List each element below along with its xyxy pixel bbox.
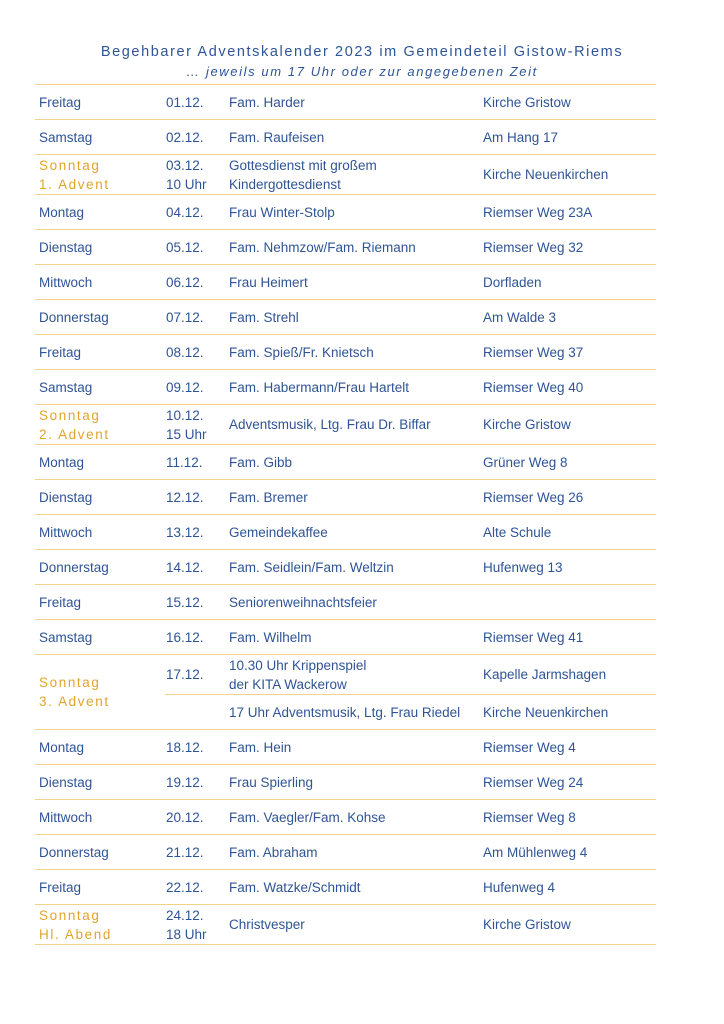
page-title: Begehbarer Adventskalender 2023 im Gemeindeteil Gistow-Riems xyxy=(100,44,624,60)
table-row xyxy=(35,230,656,265)
place-cell: Am Hang 17 xyxy=(483,120,656,155)
day-cell: Dienstag xyxy=(35,765,165,800)
day-cell: Samstag xyxy=(35,120,165,155)
place-cell: Riemser Weg 37 xyxy=(483,335,656,370)
table-row xyxy=(35,265,656,300)
date-cell-empty xyxy=(165,695,229,730)
date-label: 24.12. xyxy=(166,907,204,923)
day-cell: Freitag xyxy=(35,870,165,905)
time-label: 18 Uhr xyxy=(166,926,207,942)
date-cell: 21.12. xyxy=(165,835,229,870)
day-cell: Freitag xyxy=(35,585,165,620)
day-cell xyxy=(35,405,165,445)
event-cell: Fam. Wilhelm xyxy=(229,620,483,655)
date-cell: 16.12. xyxy=(165,620,229,655)
event-cell xyxy=(229,155,483,195)
table-row xyxy=(35,335,656,370)
event-cell xyxy=(229,655,483,695)
day-cell: Freitag xyxy=(35,335,165,370)
place-cell: Kapelle Jarmshagen xyxy=(483,655,656,695)
place-cell: Hufenweg 4 xyxy=(483,870,656,905)
table-row xyxy=(35,800,656,835)
table-row xyxy=(35,195,656,230)
day-cell: Dienstag xyxy=(35,230,165,265)
date-cell xyxy=(165,905,229,945)
table-row-sunday xyxy=(35,655,656,695)
table-row xyxy=(35,550,656,585)
table-row xyxy=(35,870,656,905)
date-cell: 18.12. xyxy=(165,730,229,765)
date-cell: 06.12. xyxy=(165,265,229,300)
date-cell: 09.12. xyxy=(165,370,229,405)
sunday-label: Sonntag xyxy=(39,907,101,923)
sunday-label: Sonntag xyxy=(39,675,101,690)
holy-evening-label: Hl. Abend xyxy=(39,926,112,942)
day-cell: Montag xyxy=(35,445,165,480)
table-row-sunday xyxy=(35,155,656,195)
event-cell: Fam. Bremer xyxy=(229,480,483,515)
day-cell xyxy=(35,905,165,945)
table-row xyxy=(35,85,656,120)
sunday-label: Sonntag xyxy=(39,407,101,423)
table-row xyxy=(35,835,656,870)
event-line: Gottesdienst mit großem xyxy=(229,157,377,173)
date-cell: 11.12. xyxy=(165,445,229,480)
day-cell: Dienstag xyxy=(35,480,165,515)
table-row xyxy=(35,765,656,800)
event-cell: Frau Winter-Stolp xyxy=(229,195,483,230)
event-cell: Fam. Nehmzow/Fam. Riemann xyxy=(229,230,483,265)
date-cell xyxy=(165,405,229,445)
day-cell: Montag xyxy=(35,195,165,230)
event-cell: Fam. Raufeisen xyxy=(229,120,483,155)
advent-label: 3. Advent xyxy=(39,694,110,709)
event-cell: Christvesper xyxy=(229,905,483,945)
date-cell: 02.12. xyxy=(165,120,229,155)
place-cell: Am Walde 3 xyxy=(483,300,656,335)
event-cell: Fam. Watzke/Schmidt xyxy=(229,870,483,905)
table-row xyxy=(35,585,656,620)
date-cell xyxy=(165,155,229,195)
table-row xyxy=(35,300,656,335)
event-line: der KITA Wackerow xyxy=(229,676,347,692)
event-cell: Fam. Habermann/Frau Hartelt xyxy=(229,370,483,405)
date-cell: 22.12. xyxy=(165,870,229,905)
advent-label: 1. Advent xyxy=(39,176,110,192)
table-row-sunday xyxy=(35,905,656,945)
place-cell: Riemser Weg 23A xyxy=(483,195,656,230)
date-cell: 08.12. xyxy=(165,335,229,370)
sunday-label: Sonntag xyxy=(39,157,101,173)
date-cell: 05.12. xyxy=(165,230,229,265)
day-cell: Donnerstag xyxy=(35,550,165,585)
event-cell: Fam. Hein xyxy=(229,730,483,765)
date-cell: 04.12. xyxy=(165,195,229,230)
day-cell: Donnerstag xyxy=(35,835,165,870)
event-cell: Frau Spierling xyxy=(229,765,483,800)
day-cell: Mittwoch xyxy=(35,265,165,300)
event-cell: Fam. Vaegler/Fam. Kohse xyxy=(229,800,483,835)
event-cell: 17 Uhr Adventsmusik, Ltg. Frau Riedel xyxy=(229,695,483,730)
event-cell: Fam. Harder xyxy=(229,85,483,120)
table-row xyxy=(35,445,656,480)
event-cell: Fam. Abraham xyxy=(229,835,483,870)
day-cell xyxy=(35,655,165,730)
day-cell: Mittwoch xyxy=(35,800,165,835)
day-cell: Montag xyxy=(35,730,165,765)
date-cell: 17.12. xyxy=(165,655,229,695)
date-cell: 15.12. xyxy=(165,585,229,620)
place-cell: Riemser Weg 24 xyxy=(483,765,656,800)
place-cell: Kirche Neuenkirchen xyxy=(483,695,656,730)
advent-calendar-table xyxy=(35,84,656,945)
event-cell: Gemeindekaffee xyxy=(229,515,483,550)
place-cell: Riemser Weg 4 xyxy=(483,730,656,765)
page-subtitle: … jeweils um 17 Uhr oder zur angegebenen Zeit xyxy=(186,64,538,79)
day-cell: Donnerstag xyxy=(35,300,165,335)
day-cell: Samstag xyxy=(35,370,165,405)
date-cell: 19.12. xyxy=(165,765,229,800)
place-cell: Riemser Weg 40 xyxy=(483,370,656,405)
event-cell: Fam. Strehl xyxy=(229,300,483,335)
place-cell xyxy=(483,585,656,620)
event-cell: Adventsmusik, Ltg. Frau Dr. Biffar xyxy=(229,405,483,445)
date-cell: 12.12. xyxy=(165,480,229,515)
date-cell: 14.12. xyxy=(165,550,229,585)
table-row xyxy=(35,620,656,655)
place-cell: Kirche Gristow xyxy=(483,405,656,445)
place-cell: Kirche Gristow xyxy=(483,905,656,945)
table-row xyxy=(35,370,656,405)
place-cell: Grüner Weg 8 xyxy=(483,445,656,480)
place-cell: Hufenweg 13 xyxy=(483,550,656,585)
time-label: 15 Uhr xyxy=(166,426,207,442)
place-cell: Kirche Neuenkirchen xyxy=(483,155,656,195)
place-cell: Dorfladen xyxy=(483,265,656,300)
event-line: Kindergottesdienst xyxy=(229,176,341,192)
date-cell: 07.12. xyxy=(165,300,229,335)
advent-label: 2. Advent xyxy=(39,426,110,442)
date-label: 03.12. xyxy=(166,157,204,173)
event-cell: Seniorenweihnachtsfeier xyxy=(229,585,483,620)
place-cell: Riemser Weg 26 xyxy=(483,480,656,515)
place-cell: Am Mühlenweg 4 xyxy=(483,835,656,870)
date-label: 10.12. xyxy=(166,407,204,423)
event-cell: Fam. Seidlein/Fam. Weltzin xyxy=(229,550,483,585)
day-cell: Samstag xyxy=(35,620,165,655)
event-cell: Frau Heimert xyxy=(229,265,483,300)
place-cell: Riemser Weg 8 xyxy=(483,800,656,835)
place-cell: Alte Schule xyxy=(483,515,656,550)
place-cell: Kirche Gristow xyxy=(483,85,656,120)
event-cell: Fam. Spieß/Fr. Knietsch xyxy=(229,335,483,370)
table-row xyxy=(35,120,656,155)
time-label: 10 Uhr xyxy=(166,176,207,192)
date-cell: 13.12. xyxy=(165,515,229,550)
table-row-sunday xyxy=(35,405,656,445)
date-cell: 20.12. xyxy=(165,800,229,835)
event-line: 10.30 Uhr Krippenspiel xyxy=(229,657,367,673)
event-cell: Fam. Gibb xyxy=(229,445,483,480)
day-cell: Mittwoch xyxy=(35,515,165,550)
day-cell xyxy=(35,155,165,195)
table-row xyxy=(35,480,656,515)
date-cell: 01.12. xyxy=(165,85,229,120)
table-row xyxy=(35,515,656,550)
table-row xyxy=(35,730,656,765)
place-cell: Riemser Weg 32 xyxy=(483,230,656,265)
day-cell: Freitag xyxy=(35,85,165,120)
place-cell: Riemser Weg 41 xyxy=(483,620,656,655)
